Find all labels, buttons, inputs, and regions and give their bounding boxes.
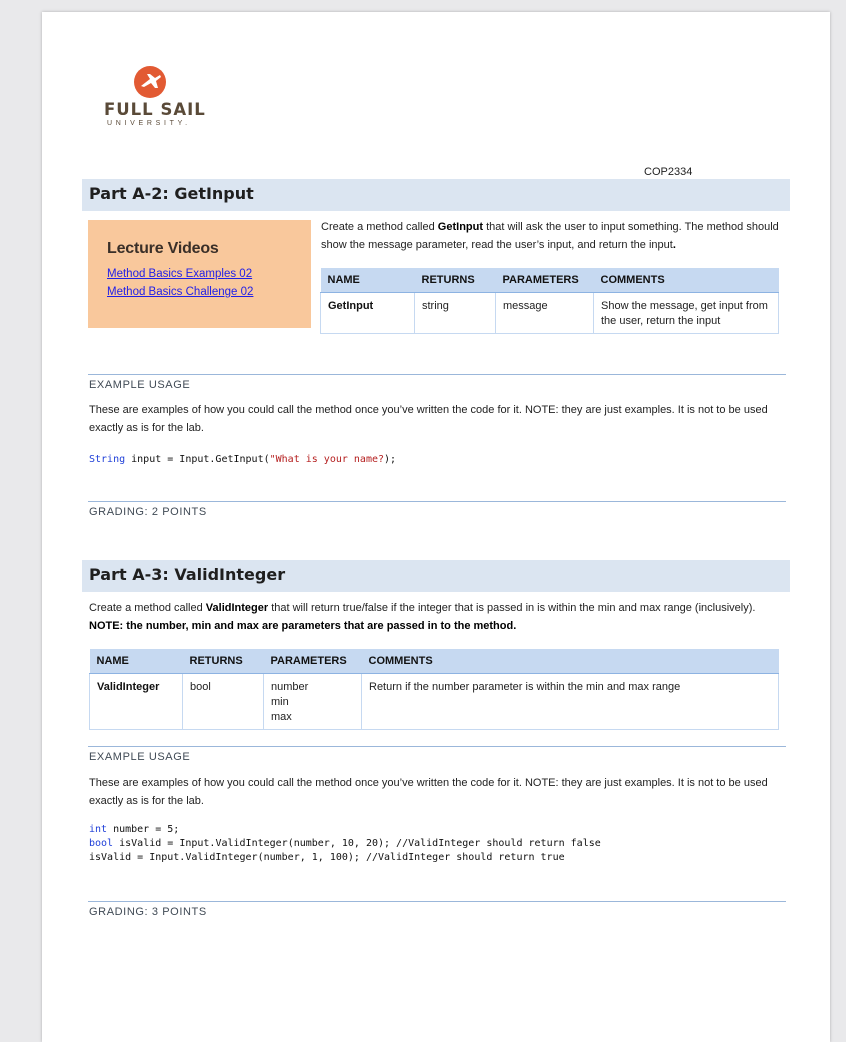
example-usage-text: These are examples of how you could call the method once you’ve written the code for it. NOTE: they are just examples. It is not to be used exactly as is for the lab.	[89, 404, 768, 434]
cell-name: GetInput	[321, 293, 415, 334]
param-min: min	[271, 696, 289, 708]
validinteger-method-table	[89, 649, 779, 730]
col-name: NAME	[90, 649, 183, 674]
table-header-row	[90, 649, 779, 674]
param-number: number	[271, 681, 309, 693]
cell-returns: string	[415, 293, 496, 334]
lecture-link-examples[interactable]: Method Basics Examples 02	[107, 268, 253, 280]
col-comments: COMMENTS	[362, 649, 779, 674]
lecture-videos-title: Lecture Videos	[107, 240, 219, 257]
getinput-method-table	[320, 268, 779, 334]
col-returns: RETURNS	[183, 649, 264, 674]
col-parameters: PARAMETERS	[264, 649, 362, 674]
cell-comments: Return if the number parameter is within the min and max range	[362, 674, 779, 730]
col-comments: COMMENTS	[594, 268, 779, 293]
section-header-a3	[82, 560, 790, 592]
col-name: NAME	[321, 268, 415, 293]
section-title: Part A-3: ValidInteger	[89, 565, 286, 584]
table-row	[90, 674, 779, 730]
cell-parameters: message	[496, 293, 594, 334]
lecture-videos-box	[88, 220, 311, 328]
section-header-a2	[82, 179, 790, 211]
logo-name: FULL SAIL	[104, 100, 206, 119]
divider	[88, 374, 786, 375]
code-sample: int number = 5; bool isValid = Input.ValidInteger(number, 10, 20); //ValidInteger should return false isValid = Input.ValidInteger(number, 1, 100); //ValidInteger should return true	[89, 824, 601, 863]
cell-name: ValidInteger	[90, 674, 183, 730]
grading-label: GRADING: 3 POINTS	[89, 906, 207, 918]
course-code: COP2334	[644, 166, 693, 178]
lecture-link-challenge[interactable]: Method Basics Challenge 02	[107, 286, 254, 298]
logo-badge-icon	[134, 66, 166, 98]
document-page	[42, 12, 830, 1042]
cell-comments: Show the message, get input from the user, return the input	[594, 293, 779, 334]
logo-subtitle: UNIVERSITY.	[107, 120, 191, 127]
divider	[88, 901, 786, 902]
grading-label: GRADING: 2 POINTS	[89, 506, 207, 518]
example-usage-heading: EXAMPLE USAGE	[89, 751, 191, 763]
example-usage-heading: EXAMPLE USAGE	[89, 379, 191, 391]
param-max: max	[271, 711, 292, 723]
example-usage-text: These are examples of how you could call the method once you’ve written the code for it. NOTE: they are just examples. It is not to be used exactly as is for the lab.	[89, 777, 768, 807]
divider	[88, 501, 786, 502]
divider	[88, 746, 786, 747]
table-row	[321, 293, 779, 334]
full-sail-logo	[104, 66, 204, 146]
getinput-description: Create a method called GetInput that will ask the user to input something. The method should show the message parameter, read the user’s input, and return the input.	[321, 221, 779, 251]
cell-parameters	[264, 674, 362, 730]
code-sample: String input = Input.GetInput("What is your name?);	[89, 454, 397, 465]
col-parameters: PARAMETERS	[496, 268, 594, 293]
col-returns: RETURNS	[415, 268, 496, 293]
table-header-row	[321, 268, 779, 293]
validinteger-description: Create a method called ValidInteger that will return true/false if the integer that is passed in is within the min and max range (inclusively). NOTE: the number, min and max are parameters that are passed in to the method.	[89, 602, 756, 632]
section-title: Part A-2: GetInput	[89, 184, 254, 203]
cell-returns: bool	[183, 674, 264, 730]
